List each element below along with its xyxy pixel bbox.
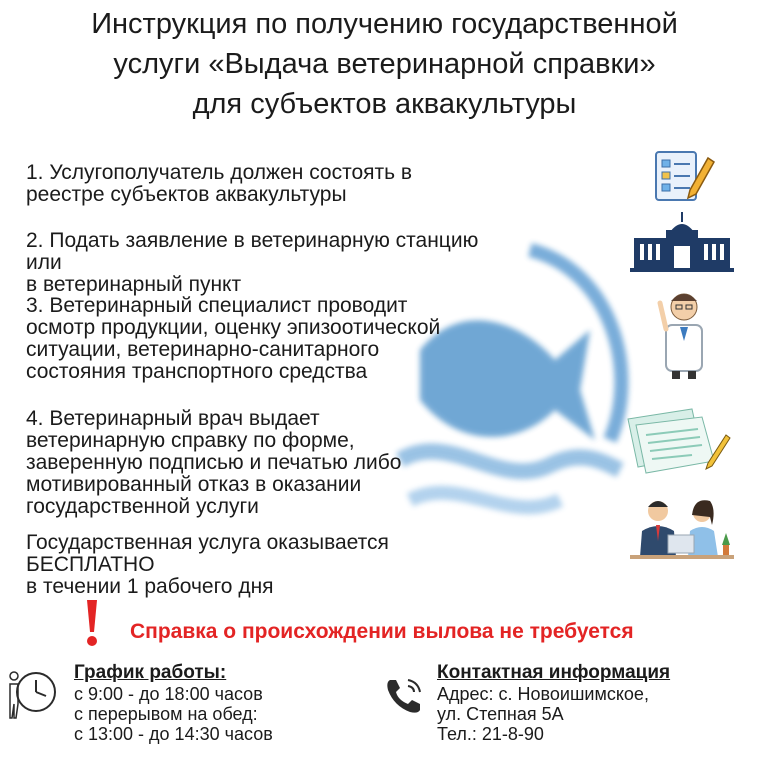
documents-icon <box>622 405 732 475</box>
step-2 <box>26 230 478 296</box>
step-3-line-1: 3. Ветеринарный специалист проводит <box>26 294 408 317</box>
meeting-icon <box>630 495 734 561</box>
phone-icon <box>384 676 424 716</box>
page-title <box>0 4 769 124</box>
doctor-icon <box>652 285 714 381</box>
step-4-line-3: заверенную подписью и печатью либо <box>26 451 402 474</box>
step-4-line-4: мотивированный отказ в оказании <box>26 473 362 496</box>
step-3-line-3: ситуации, ветеринарно-санитарного <box>26 338 380 361</box>
checklist-icon <box>650 148 716 204</box>
free-service-note <box>26 532 389 598</box>
contact-address-line-2: ул. Степная 5А <box>437 704 564 724</box>
step-1-line-1: 1. Услугополучатель должен состоять в <box>26 161 413 184</box>
schedule-line-2: с перерывом на обед: <box>74 704 258 724</box>
government-building-icon <box>630 212 734 272</box>
title-line-1: Инструкция по получению государственной <box>91 8 678 40</box>
contact-address-line-1: Адрес: с. Новоишимское, <box>437 684 649 704</box>
free-service-line-1: Государственная услуга оказывается <box>26 531 389 554</box>
clock-person-icon <box>6 664 56 720</box>
step-2-line-2: или <box>26 251 62 274</box>
schedule-line-1: с 9:00 - до 18:00 часов <box>74 684 263 704</box>
free-service-line-2: БЕСПЛАТНО <box>26 553 155 576</box>
step-4-line-1: 4. Ветеринарный врач выдает <box>26 407 320 430</box>
schedule-heading: График работы: <box>74 662 227 683</box>
contact-heading: Контактная информация <box>437 662 671 683</box>
contact-phone: Тел.: 21-8-90 <box>437 724 544 744</box>
title-line-3: для субъектов аквакультуры <box>192 88 577 120</box>
step-4 <box>26 408 401 518</box>
step-2-line-1: 2. Подать заявление в ветеринарную станцию <box>26 229 479 252</box>
step-1 <box>26 162 412 206</box>
schedule-line-3: с 13:00 - до 14:30 часов <box>74 724 273 744</box>
step-3-line-4: состояния транспортного средства <box>26 360 368 383</box>
step-1-line-2: реестре субъектов аквакультуры <box>26 183 347 206</box>
step-2-line-3: в ветеринарный пункт <box>26 273 242 296</box>
title-line-2: услуги «Выдача ветеринарной справки» <box>113 48 656 80</box>
notice-text: Справка о происхождении вылова не требуется <box>130 620 634 643</box>
step-3-line-2: осмотр продукции, оценку эпизоотической <box>26 316 441 339</box>
step-4-line-2: ветеринарную справку по форме, <box>26 429 355 452</box>
exclamation-icon <box>84 598 100 648</box>
work-schedule <box>74 662 273 744</box>
step-4-line-5: государственной услуги <box>26 495 259 518</box>
free-service-line-3: в течении 1 рабочего дня <box>26 575 274 598</box>
contact-info <box>437 662 670 744</box>
step-3 <box>26 295 440 383</box>
